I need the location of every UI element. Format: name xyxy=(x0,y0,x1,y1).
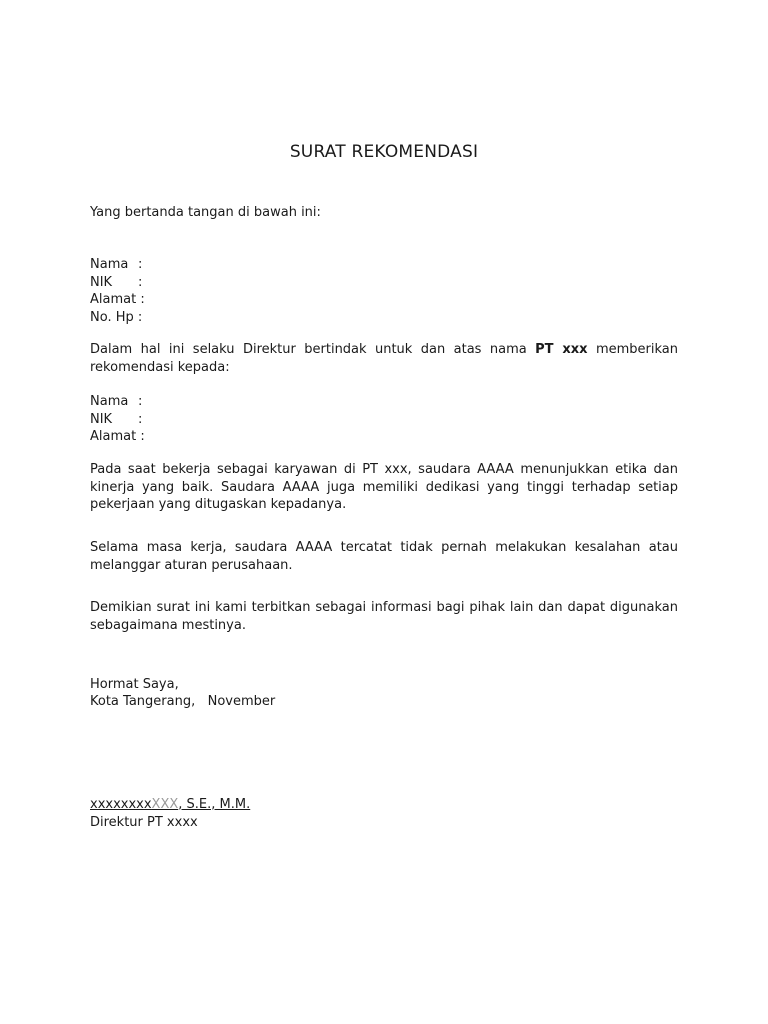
signer-fields xyxy=(90,256,678,326)
statement-after: memberikan rekomendasi kepada: xyxy=(90,342,679,375)
statement-paragraph xyxy=(90,341,678,376)
closing-greeting: Hormat Saya, xyxy=(90,677,179,692)
signature-position: Direktur PT xxxx xyxy=(90,815,198,830)
recipient-field-alamat xyxy=(90,428,678,446)
statement-before: Dalam hal ini selaku Direktur bertindak untuk dan atas nama xyxy=(90,342,536,357)
intro-text: Yang bertanda tangan di bawah ini: xyxy=(90,205,321,220)
field-separator: : xyxy=(138,257,143,272)
field-label: No. Hp xyxy=(90,309,134,325)
field-label: Nama xyxy=(90,257,129,272)
paragraph-record: Selama masa kerja, saudara AAAA tercatat tidak pernah melakukan kesalahan atau melanggar aturan perusahaan. xyxy=(90,540,678,573)
field-label: Alamat xyxy=(90,292,137,307)
recipient-field-nik xyxy=(90,411,678,429)
recipient-field-nama xyxy=(90,393,678,411)
field-separator: : xyxy=(138,411,143,427)
signature-name-part-1: xxxxxxxx xyxy=(90,797,152,812)
signature-name-suffix: , S.E., M.M. xyxy=(178,797,251,812)
field-label: NIK xyxy=(90,274,113,290)
paragraph-conduct: Pada saat bekerja sebagai karyawan di PT xxx, saudara AAAA menunjukkan etika dan kinerja yang baik. Saudara AAAA juga memiliki dedikasi yang tinggi terhadap setiap pekerjaan yang ditugaskan kepadanya. xyxy=(90,462,678,512)
place-date: Kota Tangerang, November xyxy=(90,694,276,709)
signature-name-part-2: XXX xyxy=(151,797,179,812)
signer-field-alamat xyxy=(90,291,678,309)
field-label: Nama xyxy=(90,394,129,409)
recipient-fields xyxy=(90,393,678,446)
signature-name xyxy=(90,796,678,814)
signer-field-nik xyxy=(90,274,678,292)
field-separator: : xyxy=(138,274,143,290)
field-separator: : xyxy=(140,292,145,307)
letter-title: SURAT REKOMENDASI xyxy=(289,142,479,162)
field-label: Alamat xyxy=(90,429,137,444)
field-separator: : xyxy=(138,394,143,409)
signer-field-hp xyxy=(90,309,678,327)
statement-company: PT xxx xyxy=(535,342,588,357)
field-label: NIK xyxy=(90,411,113,427)
signer-field-nama xyxy=(90,256,678,274)
field-separator: : xyxy=(140,429,145,444)
paragraph-closing: Demikian surat ini kami terbitkan sebagai informasi bagi pihak lain dan dapat digunakan sebagaimana mestinya. xyxy=(90,600,678,633)
field-separator: : xyxy=(137,309,143,325)
signature-name-underlined xyxy=(90,797,250,812)
